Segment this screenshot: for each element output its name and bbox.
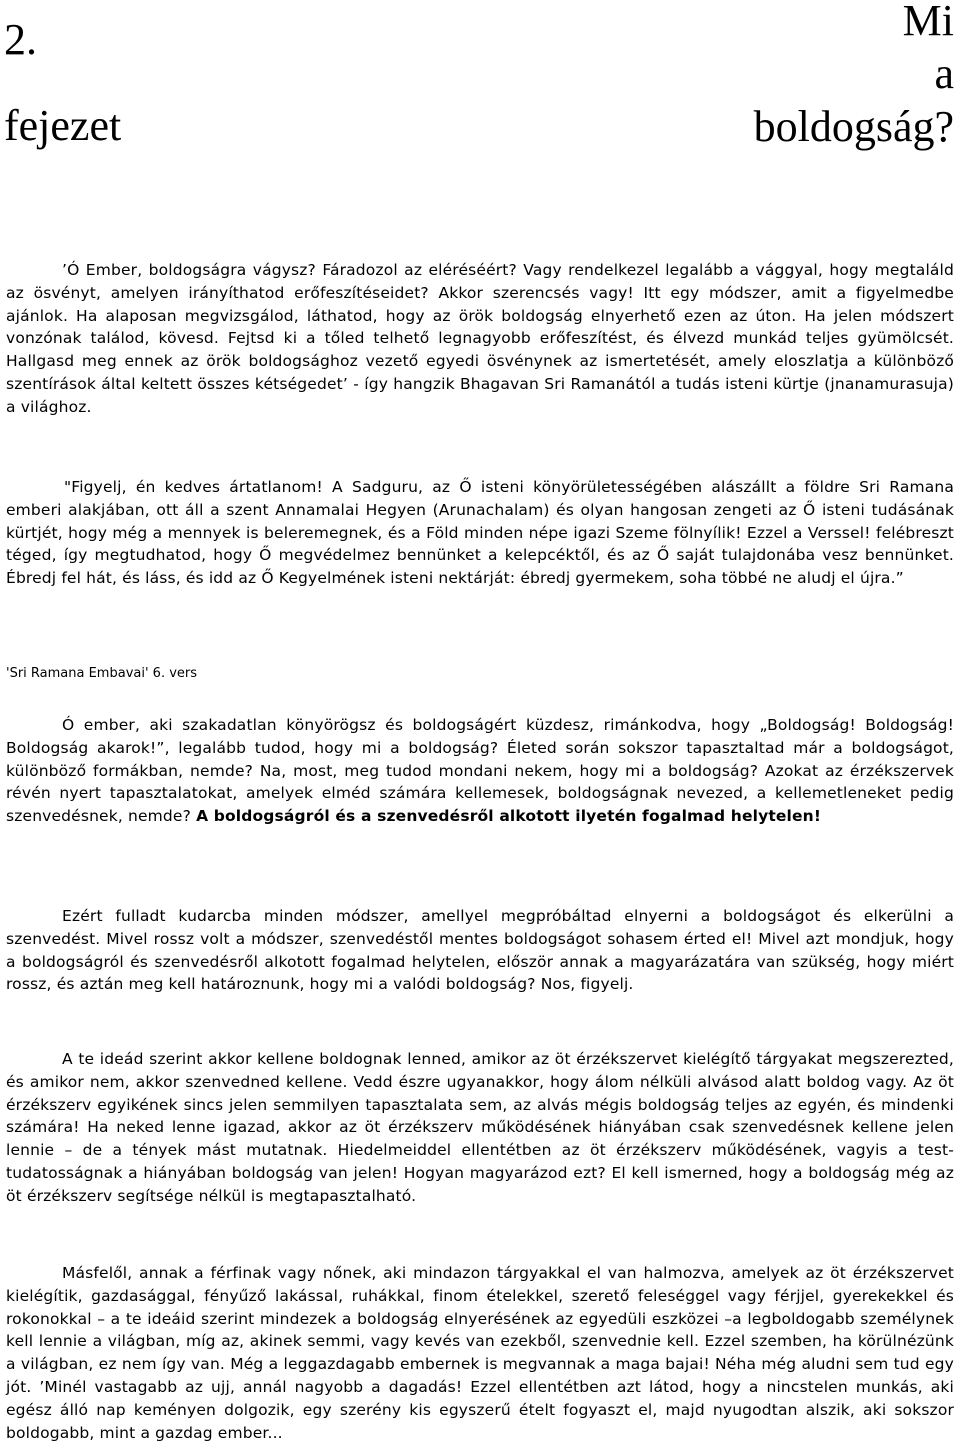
- chapter-title-line-2: a: [934, 49, 954, 98]
- paragraph-senses: A te ideád szerint akkor kellene boldognak lenned, amikor az öt érzékszervet kielégítő tárgyakat megszerezted, és amikor nem, akkor szenvedned kellene. Vedd észre ugyanakkor, hogy álom nélküli alvásod alatt boldog vagy. Az öt érzékszerv egyikének sincs jelen semmilyen tapasztalata sem, az alvás mégis boldogság teljes az egyén, és mindenki számára! Ha neked lenne igazad, akkor az öt érzékszerv működésének hiányában csak szenvedésnek kellene jelen lennie – de a tények mást mutatnak. Hiedelmeiddel ellentétben az öt érzékszerv működésének, vagyis a test-tudatosságnak a hiányában boldogság van jelen! Hogyan magyarázod ezt? El kell ismerned, hogy a boldogság még az öt érzékszerv segítsége nélkül is megtapasztalható.: [6, 1050, 954, 1205]
- paragraph-wealth: Másfelől, annak a férfinak vagy nőnek, aki mindazon tárgyakkal el van halmozva, amelyek az öt érzékszervet kielégítik, gazdasággal, fényűző lakással, ruhákkal, finom ételekkel, szerető feleséggel vagy férjjel, gyerekekkel és rokonokkal – a te ideáid szerint mindezek a boldogság elnyerésének az egyedüli eszközei –a legboldogabb személynek kell lennie a világban, míg az, akinek semmi, vagy kevés van ezekből, szenvednie kell. Ezzel szemben, ha körülnézünk a világban, ez nem így van. Még a leggazdagabb embernek is megvannak a maga bajai! Néha még aludni sem tud egy jót. ’Minél vastagabb az ujj, annál nagyobb a dagadás! Ezzel ellentétben azt látod, hogy a nincstelen munkás, aki egész álló nap keményen dolgozik, egy szerény kis egyszerű ételt fogyaszt el, majd nyugodtan alszik, aki sokszor boldogabb, mint a gazdag ember...: [6, 1264, 954, 1442]
- chapter-word: fejezet: [4, 101, 122, 150]
- quote-source-caption: 'Sri Ramana Embavai' 6. vers: [6, 666, 198, 681]
- paragraph-happiness-question: [6, 714, 954, 828]
- quote-paragraph: "Figyelj, én kedves ártatlanom! A Sadguru, az Ő isteni könyörületességében alászállt a földre Sri Ramana emberi alakjában, ott áll a szent Annamalai Hegyen (Arunachalam) és olyan hangosan zengeti az Ő isteni tudásának kürtjét, hogy még a mennyek is beleremegnek, és a Föld minden népe igazi Szeme fölnyílik! Ezzel a Verssel! felébreszt téged, így megtudhatod, hogy Ő megvédelmez bennünket a kelepcéktől, és az Ő saját tulajdonába vesz bennünket. Ébredj fel hát, és láss, és idd az Ő Kegyelmének isteni nektárját: ébredj gyermekem, soha többé ne aludj el újra.”: [6, 478, 954, 588]
- chapter-title-line-3: boldogság?: [753, 102, 954, 151]
- intro-paragraph: ’Ó Ember, boldogságra vágysz? Fáradozol az eléréséért? Vagy rendelkezel legalább a vággyal, hogy megtaláld az ösvényt, amelyen irányíthatod erőfeszítéseidet? Akkor szerencsés vagy! Itt egy módszer, amit a figyelmedbe ajánlok. Ha alaposan megvizsgálod, láthatod, hogy az örök boldogság elnyerhető ezen az úton. Ha jelen módszert vonzónak találod, kövesd. Fejtsd ki a tőled telhető legnagyobb erőfeszítést, és élvezd munkád teljes gyümölcsét. Hallgasd meg ennek az örök boldogsághoz vezető egyedi ösvénynek az ismertetését, amely eloszlatja a különböző szentírások által keltett összes kétségedet’ - így hangzik Bhagavan Sri Ramanától a tudás isteni kürtje (jnanamurasuja) a világhoz.: [6, 261, 954, 416]
- paragraph-failed-methods: Ezért fulladt kudarcba minden módszer, amellyel megpróbáltad elnyerni a boldogságot és elkerülni a szenvedést. Mivel rossz volt a módszer, szenvedéstől mentes boldogságot sohasem érted el! Mivel azt mondjuk, hogy a boldogságról és szenvedésről alkotott fogalmad helytelen, először annak a magyarázatára van szükség, hogy miért rossz, és aztán meg kell határoznunk, hogy mi a valódi boldogság? Nos, figyelj.: [6, 907, 954, 994]
- chapter-number: 2.: [4, 15, 37, 64]
- paragraph-happiness-text: Ó ember, aki szakadatlan könyörögsz és boldogságért küzdesz, rimánkodva, hogy „Boldogság! Boldogság! Boldogság akarok!”, legalább tudod, hogy mi a boldogság? Életed során sokszor tapasztaltad már a boldogságot, különböző formákban, nemde? Na, most, meg tudod mondani nekem, hogy mi a boldogság? Azokat az érzékszervek révén nyert tapasztalatokat, amelyek elméd számára kellemesek, boldogságnak nevezed, a kellemetleneket pedig szenvedésnek, nemde?: [6, 716, 954, 826]
- chapter-title-line-1: Mi: [902, 0, 954, 45]
- paragraph-happiness-bold: A boldogságról és a szenvedésről alkotott ilyetén fogalmad helytelen!: [196, 807, 822, 826]
- chapter-title: [654, 0, 954, 153]
